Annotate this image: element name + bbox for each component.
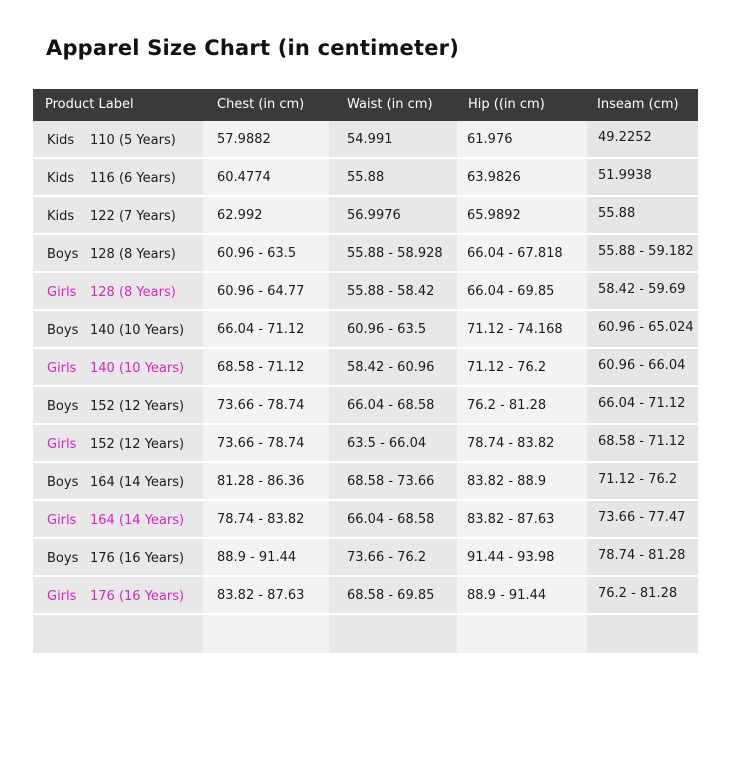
row-group-label: Girls (47, 589, 77, 604)
cell-inseam: 60.96 - 66.04 (598, 358, 686, 373)
cell-inseam: 73.66 - 77.47 (598, 510, 686, 525)
row-group-label: Boys (47, 247, 79, 262)
row-size-label: 110 (5 Years) (90, 133, 176, 148)
row-group-label: Kids (47, 171, 75, 186)
row-size-label: 140 (10 Years) (90, 361, 185, 376)
cell-waist: 55.88 - 58.928 (347, 246, 443, 261)
cell-chest: 60.96 - 64.77 (217, 284, 305, 299)
row-group-label: Boys (47, 323, 79, 338)
row-size-label: 116 (6 Years) (90, 171, 176, 186)
cell-waist: 66.04 - 68.58 (347, 398, 435, 413)
table-row (33, 159, 698, 197)
table-row (33, 539, 698, 577)
cell-waist: 68.58 - 73.66 (347, 474, 435, 489)
row-group-label: Girls (47, 437, 77, 452)
row-size-label: 176 (16 Years) (90, 551, 185, 566)
cell-inseam: 55.88 - 59.182 (598, 244, 694, 259)
cell-waist: 68.58 - 69.85 (347, 588, 435, 603)
cell-inseam: 71.12 - 76.2 (598, 472, 678, 487)
row-divider (33, 613, 698, 615)
row-group-label: Kids (47, 209, 75, 224)
header-hip: Hip ((in cm) (468, 97, 545, 112)
header-waist: Waist (in cm) (347, 97, 433, 112)
cell-inseam: 76.2 - 81.28 (598, 586, 678, 601)
cell-chest: 73.66 - 78.74 (217, 436, 305, 451)
cell-waist: 55.88 (347, 170, 385, 185)
cell-hip: 91.44 - 93.98 (467, 550, 555, 565)
cell-inseam: 58.42 - 59.69 (598, 282, 686, 297)
cell-waist: 56.9976 (347, 208, 401, 223)
cell-hip: 71.12 - 76.2 (467, 360, 547, 375)
size-chart-table (33, 89, 698, 653)
cell-inseam: 49.2252 (598, 130, 652, 145)
table-row (33, 463, 698, 501)
row-size-label: 176 (16 Years) (90, 589, 185, 604)
header-chest: Chest (in cm) (217, 97, 305, 112)
cell-hip: 71.12 - 74.168 (467, 322, 563, 337)
row-group-label: Girls (47, 361, 77, 376)
row-size-label: 152 (12 Years) (90, 399, 185, 414)
cell-waist: 66.04 - 68.58 (347, 512, 435, 527)
row-size-label: 128 (8 Years) (90, 247, 176, 262)
cell-hip: 65.9892 (467, 208, 521, 223)
row-size-label: 128 (8 Years) (90, 285, 176, 300)
cell-inseam: 55.88 (598, 206, 636, 221)
table-row (33, 311, 698, 349)
cell-chest: 60.96 - 63.5 (217, 246, 297, 261)
table-row (33, 197, 698, 235)
table-row (33, 425, 698, 463)
cell-hip: 66.04 - 67.818 (467, 246, 563, 261)
cell-chest: 78.74 - 83.82 (217, 512, 305, 527)
table-row (33, 273, 698, 311)
cell-inseam: 60.96 - 65.024 (598, 320, 694, 335)
row-size-label: 140 (10 Years) (90, 323, 185, 338)
cell-inseam: 68.58 - 71.12 (598, 434, 686, 449)
cell-waist: 58.42 - 60.96 (347, 360, 435, 375)
cell-hip: 63.9826 (467, 170, 521, 185)
cell-chest: 83.82 - 87.63 (217, 588, 305, 603)
cell-chest: 66.04 - 71.12 (217, 322, 305, 337)
row-size-label: 152 (12 Years) (90, 437, 185, 452)
cell-hip: 61.976 (467, 132, 513, 147)
row-group-label: Girls (47, 285, 77, 300)
cell-waist: 60.96 - 63.5 (347, 322, 427, 337)
table-row (33, 501, 698, 539)
table-row (33, 121, 698, 159)
header-product-label: Product Label (45, 97, 134, 112)
cell-waist: 63.5 - 66.04 (347, 436, 427, 451)
cell-waist: 54.991 (347, 132, 393, 147)
cell-inseam: 78.74 - 81.28 (598, 548, 686, 563)
cell-hip: 76.2 - 81.28 (467, 398, 547, 413)
row-group-label: Boys (47, 551, 79, 566)
cell-waist: 73.66 - 76.2 (347, 550, 427, 565)
cell-hip: 88.9 - 91.44 (467, 588, 547, 603)
page-title: Apparel Size Chart (in centimeter) (46, 36, 460, 60)
row-group-label: Kids (47, 133, 75, 148)
cell-inseam: 66.04 - 71.12 (598, 396, 686, 411)
table-row (33, 235, 698, 273)
header-inseam: Inseam (cm) (597, 97, 679, 112)
cell-chest: 88.9 - 91.44 (217, 550, 297, 565)
cell-hip: 83.82 - 88.9 (467, 474, 547, 489)
table-row (33, 349, 698, 387)
cell-chest: 81.28 - 86.36 (217, 474, 305, 489)
table-row (33, 577, 698, 615)
cell-chest: 73.66 - 78.74 (217, 398, 305, 413)
row-size-label: 164 (14 Years) (90, 513, 185, 528)
row-size-label: 164 (14 Years) (90, 475, 185, 490)
table-row (33, 387, 698, 425)
row-size-label: 122 (7 Years) (90, 209, 176, 224)
cell-waist: 55.88 - 58.42 (347, 284, 435, 299)
cell-chest: 62.992 (217, 208, 263, 223)
cell-chest: 68.58 - 71.12 (217, 360, 305, 375)
cell-hip: 83.82 - 87.63 (467, 512, 555, 527)
cell-hip: 66.04 - 69.85 (467, 284, 555, 299)
cell-chest: 60.4774 (217, 170, 271, 185)
cell-hip: 78.74 - 83.82 (467, 436, 555, 451)
row-group-label: Boys (47, 399, 79, 414)
row-group-label: Girls (47, 513, 77, 528)
cell-inseam: 51.9938 (598, 168, 652, 183)
row-group-label: Boys (47, 475, 79, 490)
table-header-row (33, 89, 698, 121)
cell-chest: 57.9882 (217, 132, 271, 147)
